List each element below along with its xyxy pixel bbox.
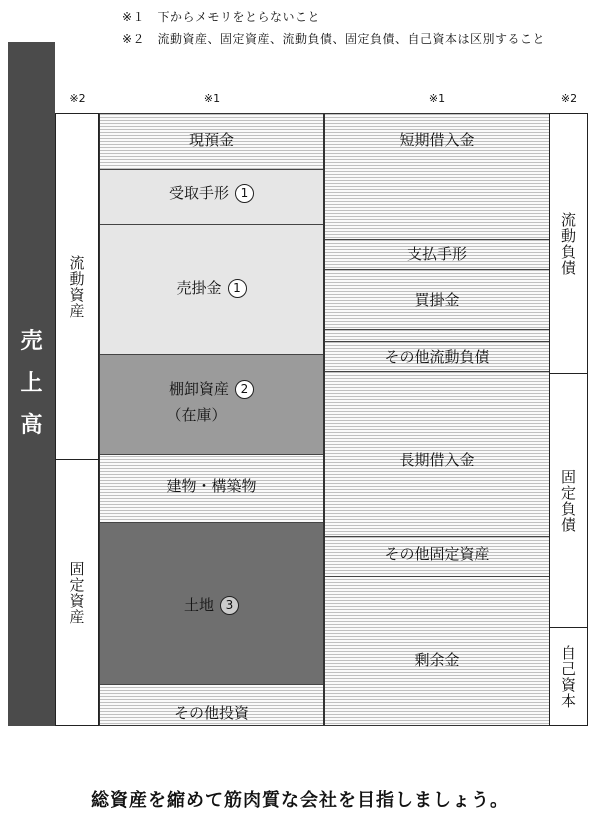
- mark-left-group: ※2: [69, 92, 86, 105]
- marker-circle-1a: 1: [235, 184, 254, 203]
- asset-cash-label: 現預金: [188, 131, 234, 149]
- fixed-liabilities-label: 固定負債: [559, 468, 577, 533]
- asset-block-inventory: [100, 354, 323, 454]
- mark-assets: ※1: [203, 92, 221, 105]
- current-liabilities-label: 流動負債: [559, 211, 577, 276]
- liability-other-fixed-label: その他固定資産: [384, 545, 490, 563]
- asset-other-investments-label: その他投資: [173, 704, 249, 722]
- fixed-assets-group: [55, 459, 99, 726]
- equity-group: [549, 627, 588, 726]
- note-2: ※２ 流動資産、固定資産、流動負債、固定負債、自己資本は区別すること: [122, 32, 546, 46]
- fixed-assets-label: 固定資産: [67, 560, 86, 625]
- note-1: ※１ 下からメモリをとらないこと: [122, 10, 321, 24]
- marker-circle-2: 2: [235, 380, 254, 399]
- current-liabilities-group: [549, 113, 588, 374]
- mark-right-group: ※2: [560, 92, 578, 105]
- sales-char-1: 売: [20, 329, 43, 355]
- liabilities-column: [324, 113, 550, 726]
- asset-inventory-label: 棚卸資産 2: [100, 380, 323, 399]
- marker-circle-3: 3: [220, 596, 239, 615]
- assets-column: [99, 113, 324, 726]
- mark-liabilities: ※1: [428, 92, 446, 105]
- liability-retained-earnings-label: 剰余金: [414, 651, 460, 669]
- footer-message: 総資産を縮めて筋肉質な会社を目指しましょう。: [91, 790, 509, 811]
- sales-char-2: 上: [20, 371, 43, 397]
- liability-notes-payable-label: 支払手形: [406, 245, 467, 263]
- current-assets-label: 流動資産: [67, 254, 86, 319]
- sales-char-3: 高: [20, 412, 43, 438]
- fixed-liabilities-group: [549, 373, 588, 628]
- liability-short-term-loans-label: 短期借入金: [399, 131, 475, 149]
- liability-accounts-payable-label: 買掛金: [414, 291, 460, 309]
- asset-notes-receivable-label: 受取手形 1: [100, 184, 323, 203]
- asset-inventory-sub: （在庫）: [166, 406, 227, 424]
- asset-buildings-label: 建物・構築物: [166, 477, 257, 495]
- asset-land-label: 土地 3: [100, 596, 323, 615]
- marker-circle-1b: 1: [228, 279, 247, 298]
- liability-block-divider: [325, 329, 549, 341]
- current-assets-group: [55, 113, 99, 460]
- equity-label: 自己資本: [559, 644, 577, 709]
- sales-column: [8, 42, 55, 726]
- liability-other-current-label: その他流動負債: [384, 348, 490, 366]
- asset-accounts-receivable-label: 売掛金 1: [100, 279, 323, 298]
- liability-long-term-loans-label: 長期借入金: [399, 451, 475, 469]
